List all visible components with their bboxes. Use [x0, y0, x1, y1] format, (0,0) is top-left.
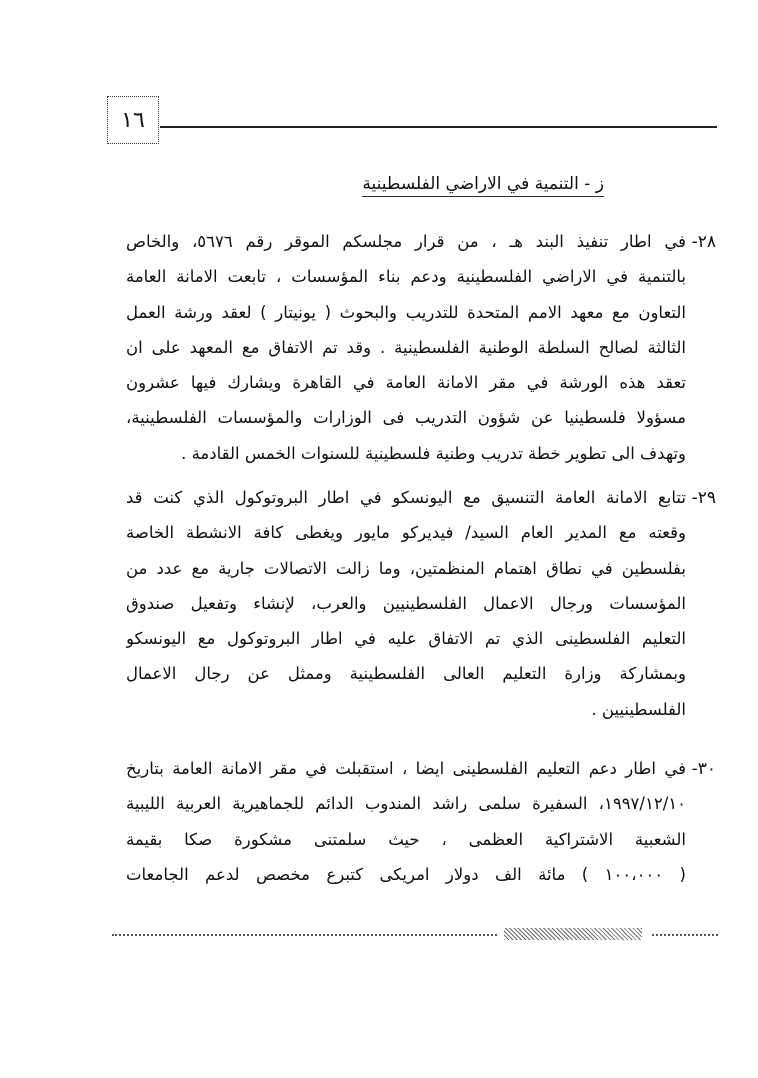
- text-line: وبمشاركة وزارة التعليم العالى الفلسطينية وممثل عن رجال الاعمال: [126, 664, 686, 684]
- text-line: الفلسطينيين .: [591, 699, 686, 719]
- text-line: بفلسطين في نطاق اهتمام المنظمتين، وما زالت الاتصالات جارية مع عدد من: [126, 558, 686, 578]
- paragraph-29: [126, 480, 716, 727]
- text-line: ( ١٠٠،٠٠٠ ) مائة الف دولار امريكى كتبرع مخصص لدعم الجامعات: [126, 864, 686, 884]
- text-line: مسؤولا فلسطينيا عن شؤون التدريب فى الوزارات والمؤسسات الفلسطينية،: [126, 408, 686, 428]
- footer-dotted-rule: [652, 934, 718, 936]
- section-heading: ز - التنمية في الاراضي الفلسطينية: [362, 174, 604, 197]
- page-number-box: [107, 96, 159, 144]
- text-line: وقعته مع المدير العام السيد/ فيديركو مايور ويغطى كافة الانشطة الخاصة: [126, 523, 686, 543]
- page-footer: [112, 928, 718, 940]
- paragraph-number: ٢٩-: [691, 488, 716, 508]
- footer-emblem-text: [504, 928, 642, 940]
- paragraph-number: ٢٨-: [691, 232, 716, 252]
- text-line: الثالثة لصالح السلطة الوطنية الفلسطينية . وقد تم الاتفاق مع المعهد على ان: [126, 337, 686, 357]
- text-line: التعليم الفلسطينى الذي تم الاتفاق عليه في اطار البروتوكول مع اليونسكو: [126, 629, 686, 649]
- header-rule: [160, 126, 717, 128]
- paragraph-number: ٣٠-: [691, 759, 716, 779]
- text-line: تتابع الامانة العامة التنسيق مع اليونسكو في اطار البروتوكول الذي كنت قد: [126, 488, 686, 507]
- text-line: الشعبية الاشتراكية العظمى ، حيث سلمتنى مشكورة صكا بقيمة: [126, 829, 686, 849]
- text-line: التعاون مع معهد الامم المتحدة للتدريب والبحوث ( يونيتار ) لعقد ورشة العمل: [126, 302, 686, 322]
- text-line: المؤسسات ورجال الاعمال الفلسطينيين والعرب، لإنشاء وتفعيل صندوق: [126, 593, 686, 613]
- text-line: ١٩٩٧/١٢/١٠، السفيرة سلمى راشد المندوب الدائم للجماهيرية العربية الليبية: [126, 794, 686, 814]
- text-line: بالتنمية في الاراضي الفلسطينية ودعم بناء المؤسسات ، تابعت الامانة العامة: [126, 267, 686, 287]
- footer-dotted-rule: [112, 934, 497, 936]
- paragraph-28: [126, 224, 716, 471]
- page-number: ١٦: [121, 107, 145, 133]
- text-line: في اطار تنفيذ البند هـ ، من قرار مجلسكم الموقر رقم ٥٦٧٦، والخاص: [126, 232, 686, 251]
- text-line: في اطار دعم التعليم الفلسطينى ايضا ، استقبلت في مقر الامانة العامة بتاريخ: [126, 759, 686, 778]
- paragraph-30: [126, 751, 716, 892]
- text-line: وتهدف الى تطوير خطة تدريب وطنية فلسطينية للسنوات الخمس القادمة .: [181, 443, 686, 463]
- text-line: تعقد هذه الورشة في مقر الامانة العامة في القاهرة ويشارك فيها عشرون: [126, 373, 686, 393]
